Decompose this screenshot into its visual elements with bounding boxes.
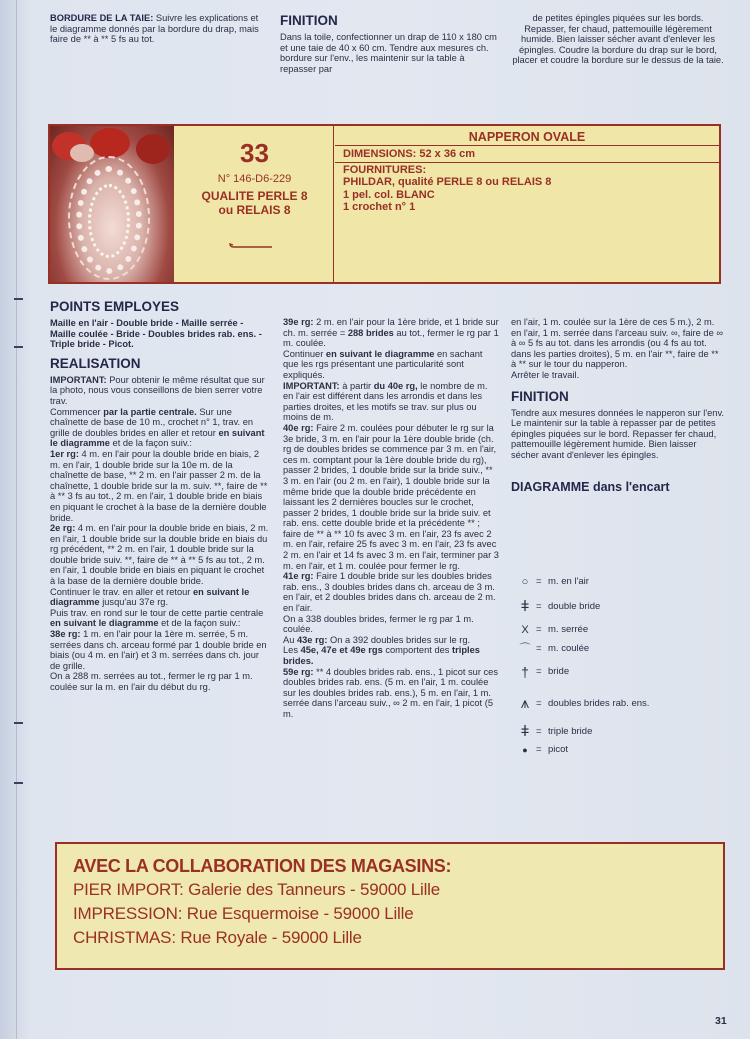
binding-mark xyxy=(14,722,23,724)
instructions-column-2: 39e rg: 2 m. en l'air pour la 1ère bride, et 1 bride sur ch. m. serrée = 288 brides au tot., fermer le rg par 1 m. coulée. Continuer en suivant le diagramme en sachant que les rgs présentant une particularité sont expliqués. IMPORTANT: à partir du 40e rg, le nombre de m. en l'air est différent dans les arrondis et dans les parties droites, et les motifs se trav. sur plus ou moins de m. 40e rg: Faire 2 m. coulées pour débuter le rg sur la 3e bride, 3 m. en l'air pour la 1ère double bride (ch. rg de doubles brides se commence par 3 m. en l'air, ces m. comptant pour la 1ère double bride du rg), passer 2 brides, 1 double bride sur la bride suiv., ** 3 m. en l'air (ou 2 m. en l'air), 1 double bride sur la même bride que la double bride précédente en laissant les 2 dernières boucles sur le crochet, passer 2 brides, 1 double bride sur la bride suiv. et rab. ens. cette double bride et la précédente ** ; faire de ** à ** 10 fs avec 3 m. en l'air, 23 fs avec 2 m. en l'air, refaire 25 fs avec 3 m. en l'air, 23 fs avec 2 m. en l'air et 14 fs avec 3 m. en l'air, terminer par 3 m. en l'air, et 1 m. coulée pour fermer le rg. 41e rg: Faire 1 double bride sur les doubles brides rab. ens., 3 doubles brides dans ch. arceau de 3 m. en l'air, et 2 doubles brides dans ch. arceau de 2 m. en l'air. On a 338 doubles brides, fermer le rg par 1 m. coulée. Au 43e rg: On a 392 doubles brides sur le rg. Les 45e, 47e et 49e rgs comportent des triples brides. 59e rg: ** 4 doubles brides rab. ens., 1 picot sur ces doubles brides rab. ens. (5 m. en l'air, 1 m. coulée sur les doubles brides rab. ens.), 5 m. en l'air, 1 m. serrée dans l'arceau suiv., ∞ 2 m. en l'air, 1 picot (5 m. xyxy=(283,317,499,719)
model-number: 33 xyxy=(240,138,269,168)
doily-photo xyxy=(50,126,174,282)
store-line: IMPRESSION: Rue Esquermoise - 59000 Lille xyxy=(73,904,414,923)
instructions-column-1: POINTS EMPLOYES Maille en l'air - Double bride - Maille serrée - Maille coulée - Bride - Doubles brides rab. ens. - Triple bride - Picot. REALISATION IMPORTANT: Pour obtenir le même résultat que sur la photo, nous vous conseillons de bien serrer votre trav. Commencer par la partie centrale. Sur une chaînette de base de 10 m., crochet n° 1, trav. en grille de doubles brides en aller et retour en suivant le diagramme et de la façon suiv.: 1er rg: 4 m. en l'air pour la double bride en biais, 2 m. en l'air, 1 double bride sur la 10e m. de la chaînette de base, ** 2 m. en l'air passer 2 m. de la chaînette, 1 double bride sur la m. suiv. **, faire de ** à ** 3 fs au tot., 2 m. en l'air, 1 double bride en biais en piquant le crochet à la base de la dernière double bride. 2e rg: 4 m. en l'air pour la double bride en biais, 2 m. en l'air, 1 double bride sur la double bride en biais du rg précédent, ** 2 m. en l'air, 1 double bride sur la double bride suiv. **, faire de ** à ** 5 fs au tot., 2 m. en l'air, 1 double bride en biais en piquant le crochet à la base de la dernière double bride. Continuer le trav. en aller et retour en suivant le diagramme jusqu'au 37e rg. Puis trav. en rond sur le tour de cette partie centrale en suivant le diagramme et de la façon suiv.: 38e rg: 1 m. en l'air pour la 1ère m. serrée, 5 m. serrées dans ch. arceau formé par 1 double bride en biais (ou 4 m. en l'air) et 3 m. serrées dans ch. jour de grille. On a 288 m. serrées au tot., fermer le rg par 1 m. coulée sur la m. en l'air du début du rg. xyxy=(50,296,271,693)
store-line: PIER IMPORT: Galerie des Tanneurs - 59000 Lille xyxy=(73,880,440,899)
binding-mark xyxy=(14,298,23,300)
finition-heading-2: FINITION xyxy=(511,388,569,404)
realisation-heading: REALISATION xyxy=(50,355,141,371)
model-quality: QUALITE PERLE 8 ou RELAIS 8 xyxy=(201,189,308,217)
points-list: Maille en l'air - Double bride - Maille serrée - Maille coulée - Bride - Doubles brides rab. ens. - Triple bride - Picot. xyxy=(50,318,262,350)
top-finition-continued: de petites épingles piquées sur les bords. Repasser, fer chaud, pattemouille légèrement humide. Bien laisser sécher avant d'enlever les épingles. Coudre la bordure du drap sur le bord, placer et coudre la bordure sur le dessus de la taie. xyxy=(512,13,724,66)
dimensions: DIMENSIONS: 52 x 36 cm xyxy=(335,146,719,163)
picot-icon: ● xyxy=(522,745,528,755)
binding-edge xyxy=(16,0,17,1039)
triple-treble-icon: ǂ xyxy=(520,723,530,740)
store-line: CHRISTMAS: Rue Royale - 59000 Lille xyxy=(73,928,362,947)
points-heading: POINTS EMPLOYES xyxy=(50,299,180,314)
pillowcase-border-text: BORDURE DE LA TAIE: Suivre les explications et le diagramme donnés par la bordure du drap, mais faire de ** à ** 5 fs au tot. xyxy=(50,13,259,45)
store-collaboration-box xyxy=(55,842,725,970)
collaboration-title: AVEC LA COLLABORATION DES MAGASINS: xyxy=(73,856,452,876)
top-finition xyxy=(280,13,498,74)
model-id-block xyxy=(176,126,334,282)
finition-text: Dans la toile, confectionner un drap de 110 x 180 cm et une taie de 40 x 60 cm. Tendre aux mesures ch. bordure sur l'env., les maintenir sur la table à repasser par xyxy=(280,32,497,74)
spec-details xyxy=(335,126,719,282)
model-spec-box xyxy=(48,124,721,284)
binding-mark xyxy=(14,346,23,348)
single-crochet-icon: X xyxy=(521,624,529,636)
crochet-hook-icon xyxy=(228,242,274,252)
binding-mark xyxy=(14,782,23,784)
chain-stitch-icon: ○ xyxy=(521,576,529,588)
model-reference: N° 146-D6-229 xyxy=(217,173,292,185)
finition-heading: FINITION xyxy=(280,13,338,28)
finition-instructions: Tendre aux mesures données le napperon sur l'env. Le maintenir sur la table à repasser par de petites épingles piquées sur le bord. Repasser fer chaud, pattemouille légèrement humide. Bien laisser sécher avant d'enlever les épingles. xyxy=(511,407,724,460)
materials: FOURNITURES: PHILDAR, qualité PERLE 8 ou RELAIS 8 1 pel. col. BLANC 1 crochet n° 1 xyxy=(343,163,552,213)
slip-stitch-icon: ⌒ xyxy=(519,643,531,655)
double-crochet-icon: ǂ xyxy=(520,598,530,615)
treble-icon: † xyxy=(521,664,529,680)
diagram-heading: DIAGRAMME dans l'encart xyxy=(511,479,670,494)
decrease-icon: ⩚ xyxy=(520,695,530,712)
page-number: 31 xyxy=(715,1015,727,1027)
instructions-column-3: en l'air, 1 m. coulée sur la 1ère de ces 5 m.), 2 m. en l'air, 1 m. serrée dans l'arceau suiv. ∞, faire de ∞ à ∞ 5 fs au tot. dans les arrondis (ou 4 fs au tot. dans les parties droites), 5 m. en l'air **, faire de ** à ** sur le tour du napperon. Arrêter le travail. FINITION Tendre aux mesures données le napperon sur l'env. Le maintenir sur la table à repasser par de petites épingles piquées sur le bord. Repasser fer chaud, pattemouille légèrement humide. Bien laisser sécher avant d'enlever les épingles. DIAGRAMME dans l'encart xyxy=(511,317,724,494)
model-title: NAPPERON OVALE xyxy=(335,126,719,146)
